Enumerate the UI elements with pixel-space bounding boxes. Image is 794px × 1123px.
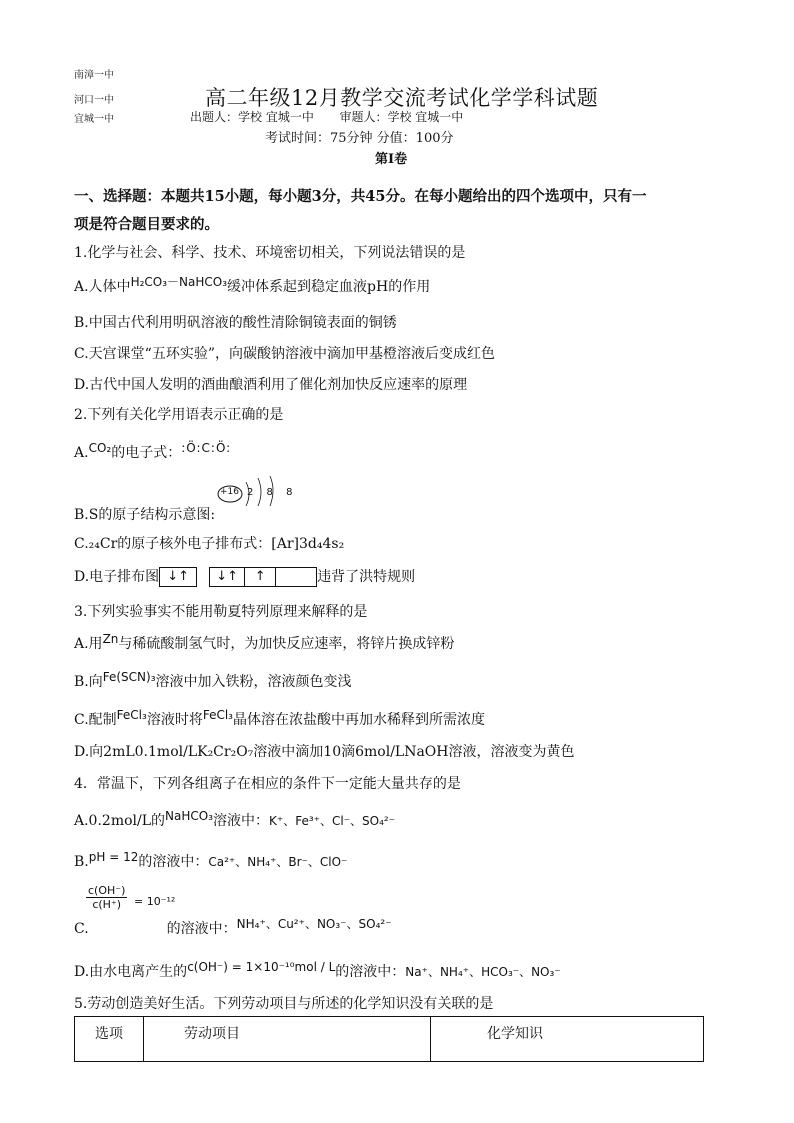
question-4-option-b: B.pH = 12的溶液中：Ca²⁺、NH₄⁺、Br⁻、ClO⁻: [74, 850, 348, 870]
ratio-denominator: c(H⁺): [92, 898, 122, 911]
orbital-box: ↓↑: [209, 567, 245, 587]
exam-title: 高二年级12月教学交流考试化学学科试题: [205, 86, 599, 110]
question-3-option-a: A.用Zn与稀硫酸制氢气时，为加快反应速率，将锌片换成锌粉: [74, 632, 455, 652]
ion-list: K⁺、Fe³⁺、Cl⁻、SO₄²⁻: [269, 814, 396, 828]
question-2-stem: 2.下列有关化学用语表示正确的是: [74, 407, 284, 423]
question-2-option-d: D.电子排布图 ↓↑ ↓↑ ↑ 违背了洪特规则: [74, 569, 416, 585]
section-heading-cont: 项是符合题目要求的。: [74, 216, 219, 233]
question-1-option-d: D.古代中国人发明的酒曲酿酒利用了催化剂加快反应速率的原理: [74, 377, 468, 393]
question-3-stem: 3.下列实验事实不能用勒夏特列原理来解释的是: [74, 604, 368, 620]
formula: FeCl₃: [202, 708, 233, 722]
table-header-cell: 选项: [75, 1017, 144, 1062]
ratio-numerator: c(OH⁻): [88, 884, 126, 897]
question-2-option-a: A.CO₂的电子式：:Ö:C:Ö:: [74, 441, 232, 461]
setter-text: 出题人：学校 宜城一中: [190, 110, 314, 124]
question-1-option-c: C.天宫课堂“五环实验”，向碳酸钠溶液中滴加甲基橙溶液后变成红色: [74, 346, 495, 362]
electron-dot-structure: :Ö:C:Ö:: [181, 441, 232, 455]
exam-info: 考试时间：75分钟 分值：100分: [265, 131, 454, 146]
condition: pH = 12: [88, 850, 139, 864]
orbital-box: ↓↑: [159, 567, 197, 587]
question-4-stem: 4．常温下，下列各组离子在相应的条件下一定能大量共存的是: [74, 776, 461, 792]
question-3-option-d: D.向2mL0.1mol/LK₂Cr₂O₇溶液中滴加10滴6mol/LNaOH溶液，溶液变为黄色: [74, 744, 575, 760]
question-5-stem: 5.劳动创造美好生活。下列劳动项目与所述的化学知识没有关联的是: [74, 996, 494, 1012]
table-header-cell: 劳动项目: [144, 1017, 431, 1062]
question-2-option-c: C.₂₄Cr的原子核外电子排布式：[Ar]3d₄4s₂: [74, 536, 345, 552]
electron-shells: 2 8 8: [247, 487, 298, 498]
school-name: 河口一中: [74, 95, 114, 106]
question-3-option-c: C.配制FeCl₃溶液时将FeCl₃晶体溶在浓盐酸中再加水稀释到所需浓度: [74, 708, 485, 728]
table-header-cell: 化学知识: [431, 1017, 704, 1062]
formula: H₂CO₃－NaHCO₃: [130, 275, 228, 289]
ratio-value: = 10⁻¹²: [134, 895, 176, 908]
concentration-ratio: [86, 884, 127, 911]
formula: Fe(SCN)₃: [102, 670, 156, 684]
question-4-option-d: D.由水电离产生的c(OH⁻) = 1×10⁻¹⁰mol / L的溶液中：Na⁺、NH₄⁺、HCO₃⁻、NO₃⁻: [74, 960, 561, 980]
question-4-option-c: C. 的溶液中：NH₄⁺、Cu²⁺、NO₃⁻、SO₄²⁻: [74, 917, 392, 937]
question-4-option-a: A.0.2mol/L的NaHCO₃溶液中：K⁺、Fe³⁺、Cl⁻、SO₄²⁻: [74, 809, 396, 829]
question-1-option-a: A.人体中H₂CO₃－NaHCO₃缓冲体系起到稳定血液pH的作用: [74, 275, 431, 295]
orbital-box: ↑: [245, 567, 276, 587]
nucleus-charge: +16: [220, 487, 239, 497]
question-2-option-b: B.S的原子结构示意图:: [74, 507, 216, 523]
question-1-option-b: B.中国古代利用明矾溶液的酸性清除铜镜表面的铜锈: [74, 315, 397, 331]
reviewer-text: 审题人：学校 宜城一中: [339, 110, 464, 124]
question-1-stem: 1.化学与社会、科学、技术、环境密切相关，下列说法错误的是: [74, 245, 466, 261]
formula: NaHCO₃: [165, 809, 214, 823]
question-5-table: [74, 1016, 704, 1062]
ion-list: NH₄⁺、Cu²⁺、NO₃⁻、SO₄²⁻: [236, 917, 392, 931]
orbital-box: [276, 567, 317, 587]
condition: c(OH⁻) = 1×10⁻¹⁰mol / L: [187, 960, 336, 974]
table-header-row: [75, 1017, 704, 1062]
formula: Zn: [102, 632, 119, 646]
ion-list: Na⁺、NH₄⁺、HCO₃⁻、NO₃⁻: [405, 965, 561, 979]
school-name: 南漳一中: [74, 70, 114, 81]
ion-list: Ca²⁺、NH₄⁺、Br⁻、ClO⁻: [208, 855, 348, 869]
formula: FeCl₃: [116, 708, 147, 722]
school-name: 宜城一中: [74, 114, 114, 125]
formula: CO₂: [88, 441, 112, 455]
atom-structure-diagram: [216, 470, 298, 514]
volume-title: 第Ⅰ卷: [375, 152, 408, 167]
exam-setter: [190, 108, 463, 125]
question-3-option-b: B.向Fe(SCN)₃溶液中加入铁粉，溶液颜色变浅: [74, 670, 352, 690]
section-heading: 一、选择题：本题共15小题，每小题3分，共45分。在每小题给出的四个选项中，只有一: [74, 188, 647, 205]
